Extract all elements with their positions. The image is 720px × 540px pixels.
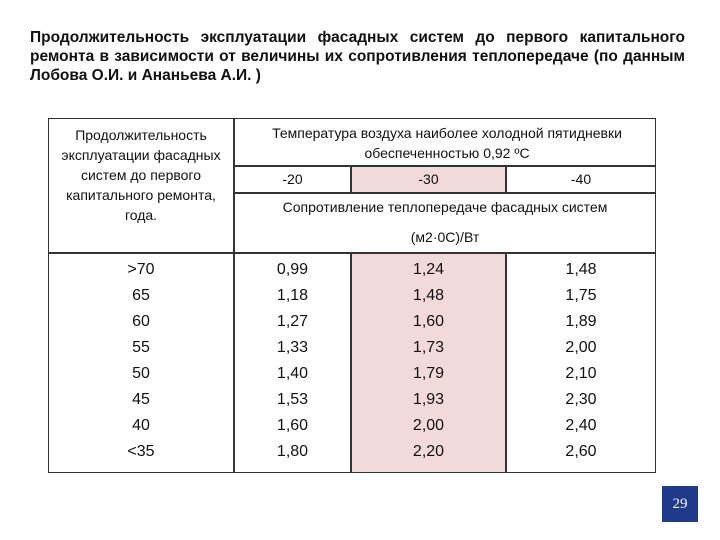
value-cell: 1,60 — [276, 417, 309, 434]
value-cell: 1,73 — [412, 339, 445, 356]
value-cell: 0,99 — [276, 261, 309, 278]
temperature-header: Температура воздуха наиболее холодной пятидневки обеспеченностью 0,92 ºС — [272, 125, 622, 161]
years-cell: <35 — [127, 443, 155, 460]
column-minus-20 — [235, 257, 350, 465]
column-years — [49, 257, 233, 465]
column-minus-40 — [507, 257, 655, 465]
value-cell: 1,24 — [412, 261, 445, 278]
years-cell: >70 — [127, 261, 155, 278]
value-cell: 2,40 — [565, 417, 597, 434]
value-cell: 1,60 — [412, 313, 445, 330]
value-cell: 2,00 — [412, 417, 445, 434]
resistance-unit: (м2·0С)/Вт — [410, 229, 480, 245]
value-cell: 1,27 — [276, 313, 309, 330]
page-number-badge: 29 — [662, 486, 698, 522]
value-cell: 2,00 — [565, 339, 597, 356]
years-cell: 50 — [132, 365, 150, 382]
value-cell: 1,93 — [412, 391, 445, 408]
value-cell: 1,75 — [565, 287, 597, 304]
data-table — [48, 118, 656, 473]
value-cell: 2,20 — [412, 443, 445, 460]
years-cell: 40 — [132, 417, 150, 434]
row-header-years: Продолжительность эксплуатации фасадных систем до первого капитального ремонта, года. — [61, 127, 221, 223]
slide-title: Продолжительность эксплуатации фасадных систем до первого капитального ремонта в зависимости от величины их сопротивления теплопередаче (по данным Лобова О.И. и Ананьева А.И. ) — [30, 29, 685, 84]
value-cell: 2,10 — [565, 365, 597, 382]
value-cell: 1,89 — [565, 313, 597, 330]
years-cell: 65 — [132, 287, 150, 304]
value-cell: 1,53 — [276, 391, 309, 408]
divider-temp-values — [233, 192, 655, 194]
temp-minus-20: -20 — [282, 171, 303, 187]
value-cell: 1,80 — [276, 443, 309, 460]
value-cell: 2,30 — [565, 391, 597, 408]
years-cell: 60 — [132, 313, 150, 330]
divider-header-body — [49, 252, 655, 254]
resistance-header: Сопротивление теплопередаче фасадных систем — [282, 199, 608, 215]
value-cell: 1,40 — [276, 365, 309, 382]
value-cell: 1,48 — [412, 287, 445, 304]
years-cell: 45 — [132, 391, 150, 408]
value-cell: 2,60 — [565, 443, 597, 460]
value-cell: 1,48 — [565, 261, 597, 278]
value-cell: 1,33 — [276, 339, 309, 356]
value-cell: 1,79 — [412, 365, 445, 382]
value-cell: 1,18 — [276, 287, 309, 304]
column-minus-30 — [352, 257, 505, 465]
divider-temp-header — [233, 165, 655, 167]
years-cell: 55 — [132, 339, 150, 356]
temp-minus-30: -30 — [418, 171, 439, 187]
temp-minus-40: -40 — [570, 171, 592, 187]
